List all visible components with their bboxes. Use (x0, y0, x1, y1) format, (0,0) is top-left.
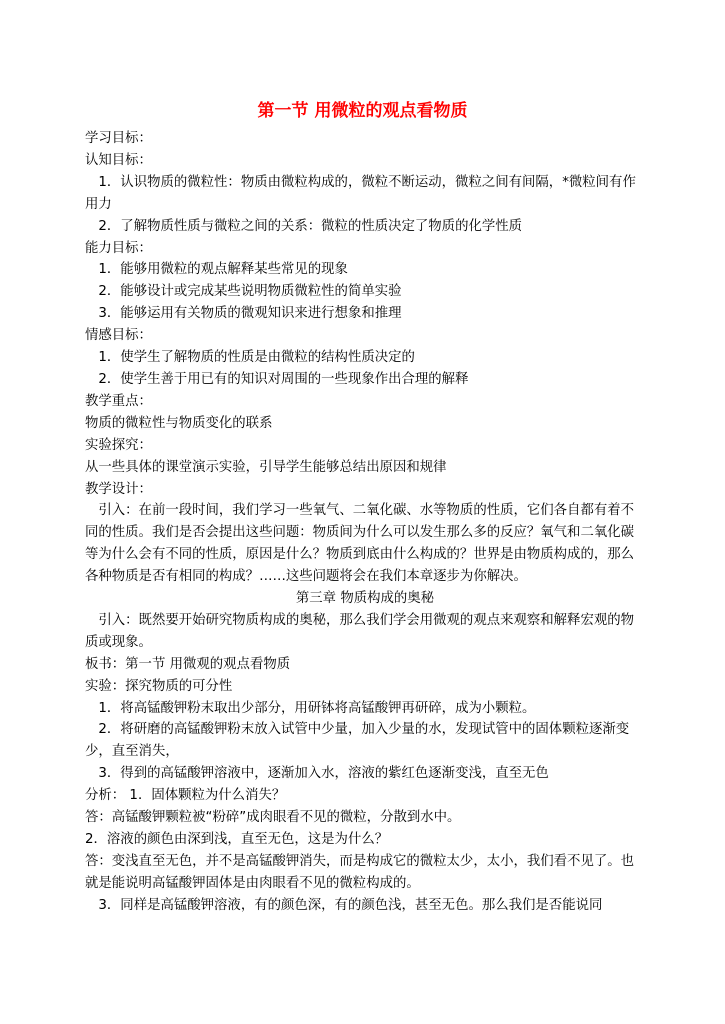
paragraph: 引入：在前一段时间，我们学习一些氧气、二氧化碳、水等物质的性质，它们各自都有着不同的性质。我们是否会提出这些问题：物质间为什么可以发生那么多的反应？氧气和二氧化碳等为什么会有不同的性质，原因是什么？物质到底由什么构成的？世界是由物质构成的，那么各种物质是否有相同的构成？……这些问题将会在我们本章逐步为你解决。 (85, 503, 635, 585)
text-line: 板书：第一节 用微观的观点看物质 (85, 656, 291, 672)
text-line: 2．溶液的颜色由深到浅，直至无色，这是为什么？ (85, 832, 389, 847)
document-title: 第一节 用微粒的观点看物质 (257, 101, 468, 121)
text-line: 物质的微粒性与物质变化的联系 (85, 415, 273, 431)
text-line: 3．得到的高锰酸钾溶液中，逐渐加入水，溶液的紫红色逐渐变浅，直至无色 (98, 766, 549, 782)
text-line: 2．使学生善于用已有的知识对周围的一些现象作出合理的解释 (98, 371, 469, 387)
paragraph: 答：变浅直至无色，并不是高锰酸钾消失，而是构成它的微粒太少，太小，我们看不见了。也就是能说明高锰酸钾固体是由肉眼看不见的微粒构成的。 (85, 853, 635, 891)
text-line: 答：高锰酸钾颗粒被“粉碎”成肉眼看不见的微粒，分散到水中。 (85, 810, 461, 826)
text-line: 实验：探究物质的可分性 (85, 678, 233, 694)
document-body (85, 128, 645, 917)
chapter-heading: 第三章 物质构成的奥秘 (295, 591, 435, 607)
text-line: 1．能够用微粒的观点解释某些常见的现象 (98, 262, 348, 278)
text-line: 分析： 1．固体颗粒为什么消失？ (85, 788, 286, 804)
text-line: 1．使学生了解物质的性质是由微粒的结构性质决定的 (98, 350, 415, 366)
text-line: 认知目标： (85, 152, 152, 168)
text-line: 3．同样是高锰酸钾溶液，有的颜色深，有的颜色浅，甚至无色。那么我们是否能说同 (98, 897, 603, 913)
text-line: 教学设计： (85, 481, 152, 497)
text-line: 3．能够运用有关物质的微观知识来进行想象和推理 (98, 306, 402, 322)
text-line: 学习目标： (85, 131, 152, 146)
text-line: 能力目标： (85, 240, 152, 256)
text-line: 1．将高锰酸钾粉末取出少部分，用研钵将高锰酸钾再研碎，成为小颗粒。 (98, 700, 536, 716)
text-line: 情感目标： (85, 328, 152, 344)
text-line: 教学重点： (85, 393, 152, 409)
paragraph: 引入：既然要开始研究物质构成的奥秘，那么我们学会用微观的观点来观察和解释宏观的物质或现象。 (85, 612, 635, 650)
text-line: 1．认识物质的微粒性：物质由微粒构成的，微粒不断运动，微粒之间有间隔，*微粒间有作用力 (85, 174, 636, 212)
text-line: 从一些具体的课堂演示实验，引导学生能够总结出原因和规律 (85, 459, 447, 475)
text-line: 实验探究： (85, 437, 152, 453)
text-line: 2．能够设计或完成某些说明物质微粒性的简单实验 (98, 284, 402, 300)
paragraph: 2．将研磨的高锰酸钾粉末放入试管中少量，加入少量的水，发现试管中的固体颗粒逐渐变少，直至消失， (85, 722, 630, 760)
text-line: 2．了解物质性质与微粒之间的关系：微粒的性质决定了物质的化学性质 (98, 218, 523, 234)
